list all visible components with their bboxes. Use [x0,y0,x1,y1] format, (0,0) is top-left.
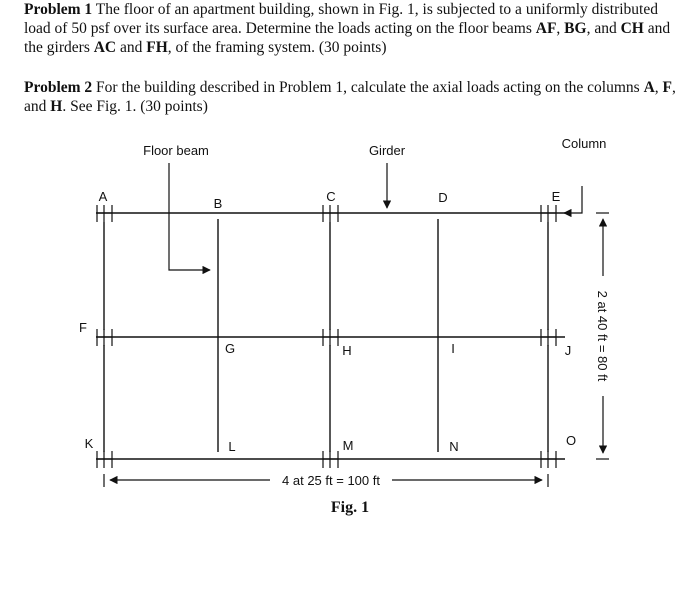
dim-vertical-label: 2 at 40 ft = 80 ft [595,290,610,382]
floor-beam-arrow [169,163,210,270]
dim-horizontal-label: 4 at 25 ft = 100 ft [282,473,380,488]
column-e [541,205,556,222]
problem-1-text-part: The floor of an apartment building, shown in Fig. 1, is subjected to a uniformly distributed load of 50 psf over its surface area. Determine the loads acting on the floor beams [24,1,658,37]
problem-1-text-part: , of the framing system. (30 points) [167,39,387,56]
problem-2-text-part: For the building described in Problem 1, calculate the axial loads acting on the columns [92,79,644,96]
problem-1-heading: Problem 1 [24,1,93,18]
girder-callout: Girder [368,143,406,158]
member-fh: FH [146,39,168,56]
node-e-label: E [551,189,561,204]
column-callout: Column [561,136,607,151]
column-f [97,329,112,346]
problem-1-text-part: and [116,39,147,56]
node-a-label: A [98,189,108,204]
member-ch: CH [620,20,644,37]
node-c-label: C [326,189,336,204]
problem-2-text-part: , [654,79,663,96]
member-bg: BG [564,20,587,37]
column-a [97,205,112,222]
node-d-label: D [438,190,448,205]
column-j [541,329,556,346]
problem-2-heading: Problem 2 [24,79,93,96]
problem-1-text-part: , [556,20,565,37]
column-arrow [564,186,582,213]
node-n-label: N [449,439,459,454]
figure-caption: Fig. 1 [330,499,370,516]
node-i-label: I [451,341,455,356]
problem-1-text-part: and the girders [24,20,671,56]
column-m [323,451,338,468]
member-af: AF [535,20,557,37]
column-h-ref: H [50,98,63,115]
member-ac: AC [93,39,117,56]
node-g-label: G [224,341,236,356]
column-k [97,451,112,468]
column-f-ref: F [662,79,673,96]
node-l-label: L [228,439,236,454]
column-c [323,205,338,222]
node-j-label: J [564,343,572,358]
column-h [323,329,338,346]
floor-beam-callout: Floor beam [143,143,209,158]
problem-2-text-part: , and [24,79,676,115]
node-h-label: H [342,343,352,358]
node-b-label: B [213,196,223,211]
problem-1-text-part: , and [586,20,621,37]
node-f-label: F [79,320,87,335]
node-o-label: O [565,433,577,448]
problem-2-text-part: . See Fig. 1. (30 points) [62,98,208,115]
node-k-label: K [84,436,94,451]
column-o [541,451,556,468]
column-a-ref: A [643,79,655,96]
node-m-label: M [342,438,354,453]
